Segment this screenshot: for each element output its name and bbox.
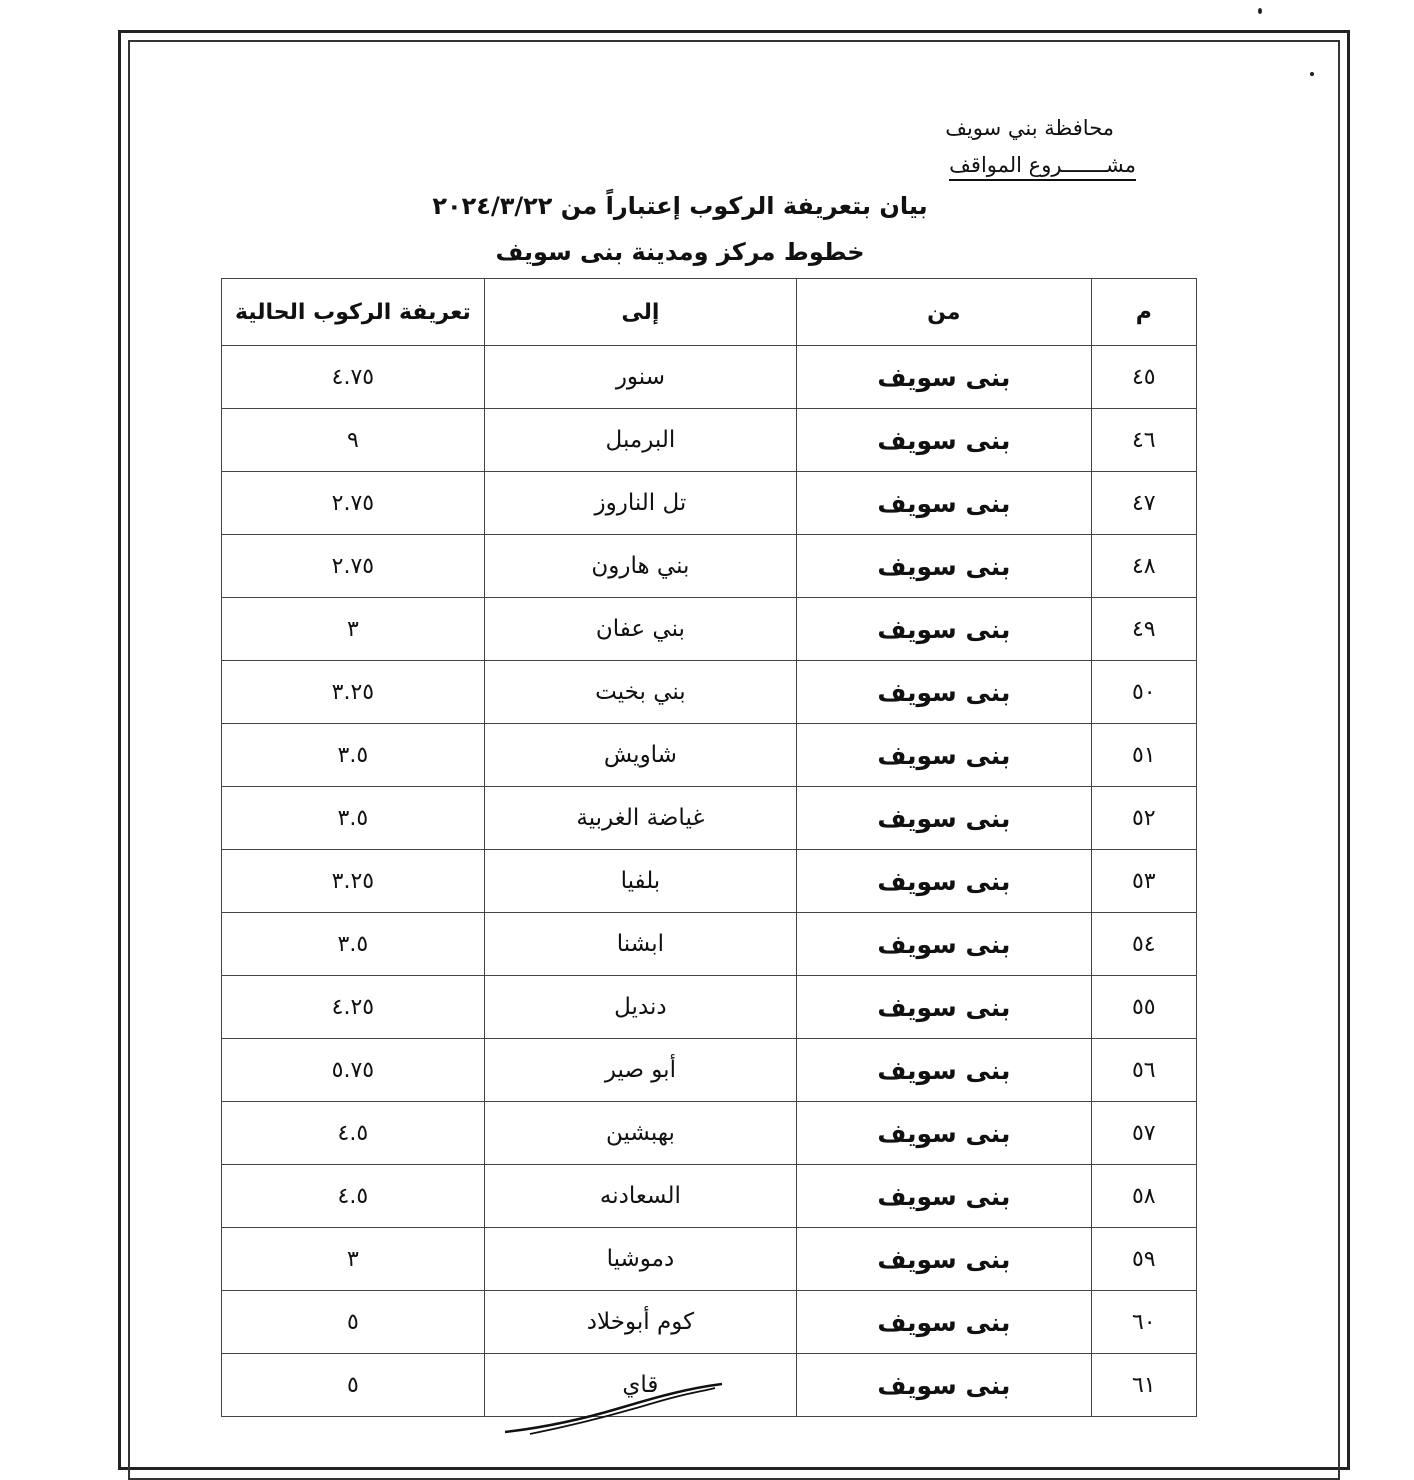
row-number: ٤٧ (1091, 472, 1196, 535)
governorate-name: محافظة بني سويف (945, 116, 1114, 140)
row-to: تل الناروز (484, 472, 796, 535)
row-fare: ٥.٧٥ (222, 1039, 485, 1102)
row-to: قاي (484, 1354, 796, 1417)
row-from: بنى سويف (797, 1228, 1091, 1291)
row-fare: ٢.٧٥ (222, 472, 485, 535)
row-from: بنى سويف (797, 1354, 1091, 1417)
row-to: بلفيا (484, 850, 796, 913)
row-number: ٥٢ (1091, 787, 1196, 850)
table-row (222, 787, 1197, 850)
row-fare: ٢.٧٥ (222, 535, 485, 598)
header-num: م (1091, 279, 1196, 346)
table-row (222, 598, 1197, 661)
row-to: كوم أبوخلاد (484, 1291, 796, 1354)
row-fare: ٣.٥ (222, 913, 485, 976)
row-number: ٥٧ (1091, 1102, 1196, 1165)
row-from: بنى سويف (797, 976, 1091, 1039)
row-number: ٥٦ (1091, 1039, 1196, 1102)
row-from: بنى سويف (797, 850, 1091, 913)
row-number: ٤٩ (1091, 598, 1196, 661)
row-number: ٥٨ (1091, 1165, 1196, 1228)
row-number: ٥٣ (1091, 850, 1196, 913)
row-from: بنى سويف (797, 409, 1091, 472)
table-row (222, 724, 1197, 787)
row-fare: ٩ (222, 409, 485, 472)
table-row (222, 535, 1197, 598)
row-to: أبو صير (484, 1039, 796, 1102)
table-row (222, 976, 1197, 1039)
row-from: بنى سويف (797, 346, 1091, 409)
table-row (222, 409, 1197, 472)
row-number: ٤٦ (1091, 409, 1196, 472)
table-row (222, 1102, 1197, 1165)
row-to: غياضة الغربية (484, 787, 796, 850)
project-name: مشـــــــروع المواقف (949, 153, 1136, 181)
header-from: من (797, 279, 1091, 346)
row-from: بنى سويف (797, 913, 1091, 976)
row-number: ٥١ (1091, 724, 1196, 787)
row-to: دنديل (484, 976, 796, 1039)
row-from: بنى سويف (797, 1102, 1091, 1165)
table-row (222, 1228, 1197, 1291)
table-row (222, 661, 1197, 724)
scan-speck (1310, 72, 1314, 76)
row-number: ٤٨ (1091, 535, 1196, 598)
row-from: بنى سويف (797, 598, 1091, 661)
row-to: ابشنا (484, 913, 796, 976)
table-row (222, 346, 1197, 409)
row-from: بنى سويف (797, 535, 1091, 598)
row-from: بنى سويف (797, 1291, 1091, 1354)
row-from: بنى سويف (797, 787, 1091, 850)
row-number: ٤٥ (1091, 346, 1196, 409)
row-fare: ٣ (222, 1228, 485, 1291)
row-number: ٦٠ (1091, 1291, 1196, 1354)
row-fare: ٤.٥ (222, 1165, 485, 1228)
scan-speck (1258, 8, 1262, 14)
row-fare: ٥ (222, 1354, 485, 1417)
row-fare: ٣.٢٥ (222, 850, 485, 913)
row-fare: ٣.٢٥ (222, 661, 485, 724)
row-to: بني هارون (484, 535, 796, 598)
row-number: ٥٩ (1091, 1228, 1196, 1291)
table-row (222, 1291, 1197, 1354)
header-fare: تعريفة الركوب الحالية (222, 279, 485, 346)
row-fare: ٤.٥ (222, 1102, 485, 1165)
row-to: السعادنه (484, 1165, 796, 1228)
row-fare: ٤.٧٥ (222, 346, 485, 409)
table-row (222, 850, 1197, 913)
document-title: بيان بتعريفة الركوب إعتباراً من ٢٠٢٤/٣/٢٢ (432, 192, 928, 220)
row-number: ٥٠ (1091, 661, 1196, 724)
row-to: البرمبل (484, 409, 796, 472)
table-header-row (222, 279, 1197, 346)
row-fare: ٥ (222, 1291, 485, 1354)
row-number: ٦١ (1091, 1354, 1196, 1417)
row-to: سنور (484, 346, 796, 409)
row-to: بني بخيت (484, 661, 796, 724)
row-number: ٥٤ (1091, 913, 1196, 976)
row-fare: ٣ (222, 598, 485, 661)
row-number: ٥٥ (1091, 976, 1196, 1039)
table-row (222, 1039, 1197, 1102)
table-row (222, 472, 1197, 535)
row-to: شاويش (484, 724, 796, 787)
document-subtitle: خطوط مركز ومدينة بنى سويف (495, 238, 865, 266)
row-from: بنى سويف (797, 1039, 1091, 1102)
row-fare: ٤.٢٥ (222, 976, 485, 1039)
fare-table (221, 278, 1197, 1417)
row-fare: ٣.٥ (222, 724, 485, 787)
row-fare: ٣.٥ (222, 787, 485, 850)
row-to: دموشيا (484, 1228, 796, 1291)
row-from: بنى سويف (797, 724, 1091, 787)
table-row (222, 1165, 1197, 1228)
row-from: بنى سويف (797, 661, 1091, 724)
row-from: بنى سويف (797, 1165, 1091, 1228)
row-from: بنى سويف (797, 472, 1091, 535)
header-to: إلى (484, 279, 796, 346)
row-to: بهبشين (484, 1102, 796, 1165)
row-to: بني عفان (484, 598, 796, 661)
table-row (222, 913, 1197, 976)
signature-mark (500, 1370, 740, 1440)
